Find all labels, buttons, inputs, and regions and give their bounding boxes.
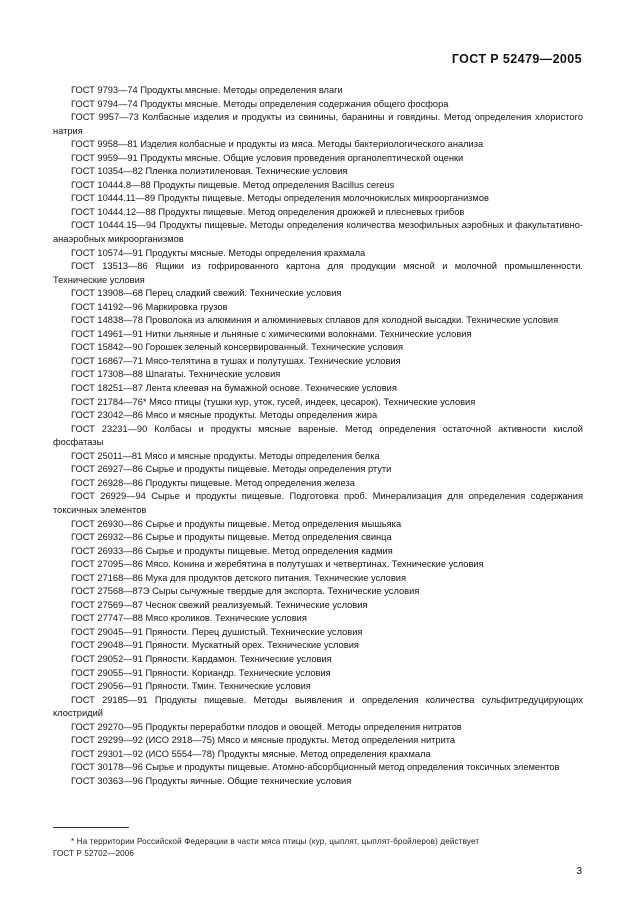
page-number: 3 [576,866,582,877]
list-item: ГОСТ 9958—81 Изделия колбасные и продукты из мяса. Методы бактериологического анализа [71,139,484,150]
standards-reference-list [53,84,583,788]
list-item: ГОСТ 29045—91 Пряности. Перец душистый. Технические условия [71,626,363,637]
list-item: ГОСТ 14838—78 Проволока из алюминия и алюминиевых сплавов для холодной высадки. Технические условия [71,315,559,326]
list-item: ГОСТ 26933—86 Сырье и продукты пищевые. Метод определения кадмия [71,545,393,556]
list-item: ГОСТ 29299—92 (ИСО 2918—75) Мясо и мясные продукты. Метод определения нитрита [71,735,456,746]
list-item: ГОСТ 13513—86 Ящики из гофрированного картона для продукции мясной и молочной промышленности. Технические условия [53,261,583,285]
list-item: ГОСТ 29052—91 Пряности. Кардамон. Технические условия [71,653,332,664]
list-item: ГОСТ 26930—86 Сырье и продукты пищевые. Метод определения мышьяка [71,518,402,529]
page-header-standard-title: ГОСТ Р 52479—2005 [451,52,582,66]
list-item: ГОСТ 10444.8—88 Продукты пищевые. Метод определения Bacillus cereus [71,179,395,190]
list-item: ГОСТ 26929—94 Сырье и продукты пищевые. Подготовка проб. Минерализация для определения содержания токсичных элементов [53,491,583,515]
footnote-line-1: * На территории Российской Федерации в части мяса птицы (кур, цыплят, цыплят-бройлеров) действует [71,837,480,846]
list-item: ГОСТ 10354—82 Пленка полиэтиленовая. Технические условия [71,166,348,177]
list-item: ГОСТ 26928—86 Продукты пищевые. Метод определения железа [71,477,355,488]
list-item: ГОСТ 25011—81 Мясо и мясные продукты. Методы определения белка [71,450,380,461]
list-item: ГОСТ 9793—74 Продукты мясные. Методы определения влаги [71,85,343,95]
list-item: ГОСТ 13908—68 Перец сладкий свежий. Технические условия [71,288,342,299]
list-item: ГОСТ 27569—87 Чеснок свежий реализуемый. Технические условия [71,599,368,610]
list-item: ГОСТ 27095—86 Мясо. Конина и жеребятина в полутушах и четвертинах. Технические условия [71,559,484,570]
list-item: ГОСТ 10444.12—88 Продукты пищевые. Метод определения дрожжей и плесневых грибов [71,206,465,217]
list-item: ГОСТ 29048—91 Пряности. Мускатный орех. Технические условия [71,640,359,651]
list-item: ГОСТ 10444.11—89 Продукты пищевые. Методы определения молочнокислых микроорганизмов [71,193,489,204]
list-item: ГОСТ 15842—90 Горошек зеленый консервированный. Технические условия [71,342,403,353]
list-item: ГОСТ 18251—87 Лента клеевая на бумажной основе. Технические условия [71,383,397,394]
footnote [53,836,585,861]
list-item: ГОСТ 9957—73 Колбасные изделия и продукты из свинины, баранины и говядины. Метод определения хлористого натрия [53,112,583,136]
list-item: ГОСТ 16867—71 Мясо-телятина в тушах и полутушах. Технические условия [71,355,401,366]
list-item: ГОСТ 10444.15—94 Продукты пищевые. Методы определения количества мезофильных аэробных и факультативно-анаэробных микроорганизмов [53,220,583,245]
list-item: ГОСТ 17308—88 Шпагаты. Технические условия [71,369,281,380]
list-item: ГОСТ 29056—91 Пряности. Тмин. Технические условия [71,681,311,692]
list-item: ГОСТ 27168—86 Мука для продуктов детского питания. Технические условия [71,572,407,583]
footnote-divider [53,827,129,828]
list-item: ГОСТ 29055—91 Пряности. Кориандр. Технические условия [71,667,331,678]
list-item: ГОСТ 29301—92 (ИСО 5554—78) Продукты мясные. Метод определения крахмала [71,748,431,759]
list-item: ГОСТ 26927—86 Сырье и продукты пищевые. Методы определения ртути [71,464,392,475]
list-item: ГОСТ 23042—86 Мясо и мясные продукты. Методы определения жира [71,410,378,421]
list-item: ГОСТ 23231—90 Колбасы и продукты мясные вареные. Метод определения остаточной активности кислой фосфатазы [53,423,583,448]
list-item: ГОСТ 27568—87Э Сыры сычужные твердые для экспорта. Технические условия [71,586,420,597]
list-item: ГОСТ 14961—91 Нитки льняные и льняные с химическими волокнами. Технические условия [71,328,472,339]
list-item: ГОСТ 10574—91 Продукты мясные. Методы определения крахмала [71,247,366,258]
list-item: ГОСТ 21784—76* Мясо птицы (тушки кур, уток, гусей, индеек, цесарок). Технические условия [71,396,476,407]
list-item: ГОСТ 29270—95 Продукты переработки плодов и овощей. Методы определения нитратов [71,721,462,732]
list-item: ГОСТ 29185—91 Продукты пищевые. Методы выявления и определения количества сульфитредуцирующих клостридий [53,694,583,719]
list-item: ГОСТ 14192—96 Маркировка грузов [71,301,228,312]
footnote-line-2: ГОСТ Р 52702—2006 [53,849,134,859]
list-item: ГОСТ 9959—91 Продукты мясные. Общие условия проведения органолептической оценки [71,152,464,163]
list-item: ГОСТ 9794—74 Продукты мясные. Методы определения содержания общего фосфора [71,98,449,109]
list-item: ГОСТ 30363—96 Продукты яичные. Общие технические условия [71,775,352,786]
list-item: ГОСТ 30178—96 Сырье и продукты пищевые. Атомно-абсорбционный метод определения токсичных элементов [71,762,560,773]
list-item: ГОСТ 27747—88 Мясо кроликов. Технические условия [71,613,307,624]
list-item: ГОСТ 26932—86 Сырье и продукты пищевые. Метод определения свинца [71,532,392,543]
